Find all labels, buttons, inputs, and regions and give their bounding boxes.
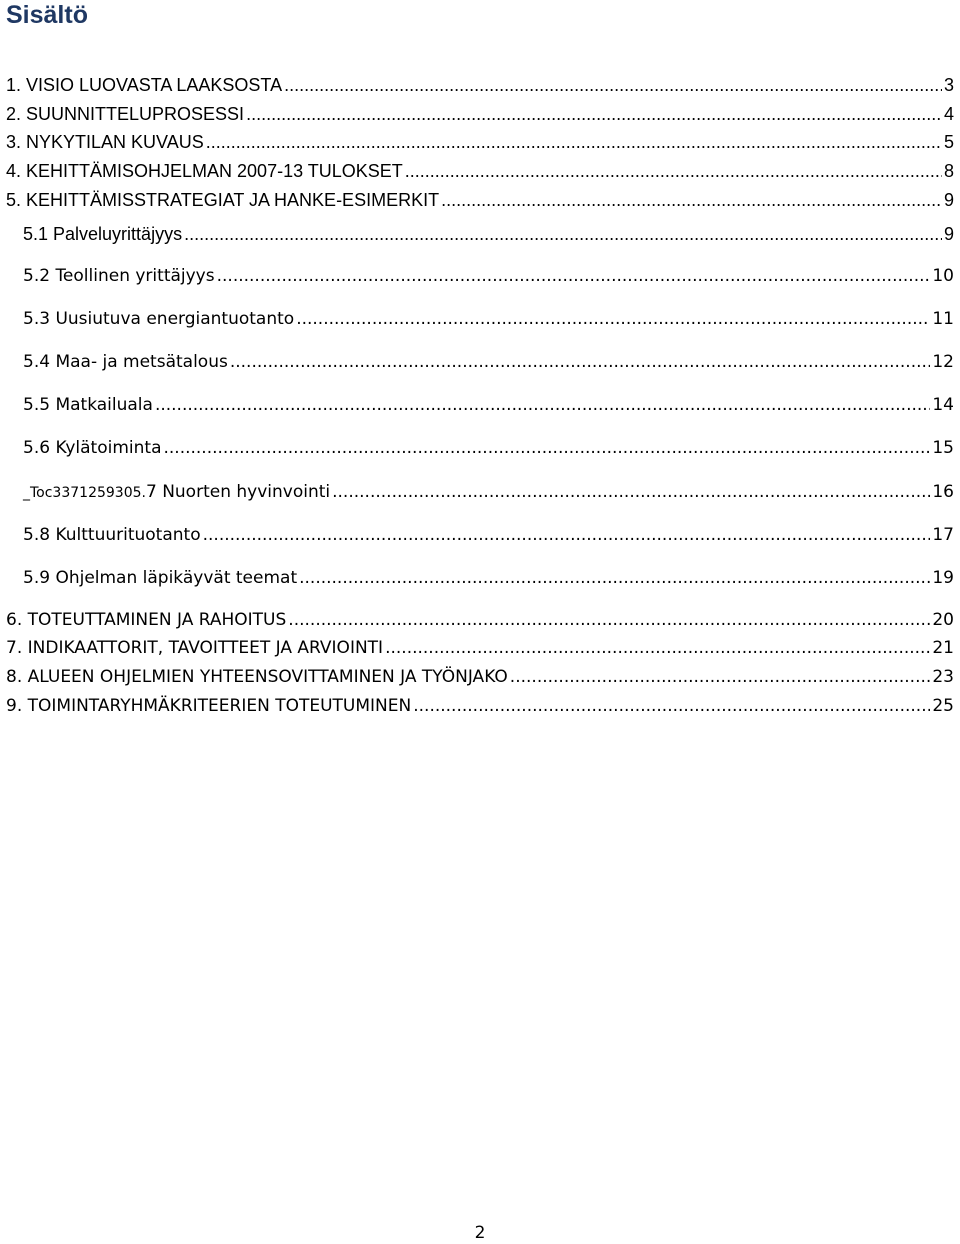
toc-entry-5-4[interactable] (23, 350, 954, 374)
toc-leader-dots (299, 566, 930, 590)
toc-leader-dots (332, 480, 930, 504)
toc-entry-6[interactable] (6, 608, 954, 632)
toc-entry-5-9[interactable] (23, 566, 954, 590)
toc-leader-dots (217, 264, 931, 288)
toc-entry-3[interactable] (6, 130, 954, 154)
toc-entry-page: 8 (943, 161, 954, 181)
toc-entry-label: 2. SUUNNITTELUPROSESSI (6, 104, 245, 124)
toc-leader-dots (288, 608, 930, 632)
toc-entry-page: 17 (932, 525, 954, 545)
toc-entry-label: 5.3 Uusiutuva energiantuotanto (23, 309, 295, 329)
toc-entry-page: 3 (943, 75, 954, 95)
toc-entry-label: 8. ALUEEN OHJELMIEN YHTEENSOVITTAMINEN JA TYÖNJAKO (6, 667, 508, 687)
toc-entry-4[interactable] (6, 159, 954, 183)
toc-entry-page: 9 (943, 190, 954, 210)
toc-entry-label: 5.4 Maa- ja metsätalous (23, 352, 228, 372)
toc-entry-page: 11 (932, 309, 954, 329)
toc-entry-label: 9. TOIMINTARYHMÄKRITEERIEN TOTEUTUMINEN (6, 696, 412, 716)
toc-entry-label: 5.5 Matkailuala (23, 395, 153, 415)
toc-entry-label: 5.1 Palveluyrittäjyys (23, 224, 183, 244)
toc-entry-page: 16 (932, 482, 954, 502)
toc-entry-7[interactable] (6, 636, 954, 660)
toc-leader-dots (441, 188, 942, 212)
toc-entry-page: 20 (932, 610, 954, 630)
toc-entry-5[interactable] (6, 188, 954, 212)
toc-entry-5-8[interactable] (23, 523, 954, 547)
toc-entry-label: 4. KEHITTÄMISOHJELMAN 2007-13 TULOKSET (6, 161, 403, 181)
toc-leader-dots (385, 636, 930, 660)
toc-entry-label: 6. TOTEUTTAMINEN JA RAHOITUS (6, 610, 287, 630)
toc-leader-dots (163, 436, 930, 460)
toc-entry-page: 23 (932, 667, 954, 687)
toc-leader-dots (405, 159, 942, 183)
toc-entry-5-2[interactable] (23, 264, 954, 288)
toc-entry-page: 5 (943, 132, 954, 152)
toc-entry-page: 21 (932, 638, 954, 658)
toc-entry-page: 9 (943, 224, 954, 244)
toc-leader-dots (206, 130, 942, 154)
toc-leader-dots (246, 102, 942, 126)
toc-entry-5-6[interactable] (23, 436, 954, 460)
toc-entry-page: 12 (932, 352, 954, 372)
toc-leader-dots (413, 694, 930, 718)
toc-entry-label: 5.9 Ohjelman läpikäyvät teemat (23, 568, 298, 588)
toc-entry-label (23, 480, 330, 505)
toc-entry-page: 15 (932, 438, 954, 458)
toc-entry-label: 1. VISIO LUOVASTA LAAKSOSTA (6, 75, 283, 95)
toc-leader-dots (203, 523, 931, 547)
toc-entry-1[interactable] (6, 73, 954, 97)
toc-entry-5-3[interactable] (23, 307, 954, 331)
toc-leader-dots (284, 73, 942, 97)
toc-entry-9[interactable] (6, 694, 954, 718)
toc-entry-page: 25 (932, 696, 954, 716)
toc-entry-5-1[interactable] (23, 222, 954, 246)
toc-entry-page: 4 (943, 104, 954, 124)
toc-leader-dots (296, 307, 930, 331)
toc-entry-label: 5.8 Kulttuurituotanto (23, 525, 201, 545)
toc-entry-label-text: 7 Nuorten hyvinvointi (145, 482, 331, 502)
toc-entry-label: 5.2 Teollinen yrittäjyys (23, 266, 215, 286)
toc-entry-page: 10 (932, 266, 954, 286)
toc-entry-8[interactable] (6, 665, 954, 689)
toc-entry-5-5[interactable] (23, 393, 954, 417)
toc-entry-page: 14 (932, 395, 954, 415)
footer-page-number: 2 (474, 1223, 486, 1243)
toc-leader-dots (230, 350, 931, 374)
toc-entry-label: 3. NYKYTILAN KUVAUS (6, 132, 204, 152)
toc-entry-label: 5. KEHITTÄMISSTRATEGIAT JA HANKE-ESIMERKIT (6, 190, 440, 210)
toc-entry-5-7[interactable] (23, 480, 954, 504)
toc-leader-dots (184, 222, 942, 246)
toc-leader-dots (510, 665, 931, 689)
toc-entry-label: 7. INDIKAATTORIT, TAVOITTEET JA ARVIOINTI (6, 638, 384, 658)
toc-anchor-prefix: _Toc3371259305. (23, 485, 146, 501)
toc-entry-page: 19 (932, 568, 954, 588)
toc-entry-label: 5.6 Kylätoiminta (23, 438, 162, 458)
toc-leader-dots (155, 393, 930, 417)
toc-entry-2[interactable] (6, 102, 954, 126)
page-title: Sisältö (6, 1, 88, 29)
